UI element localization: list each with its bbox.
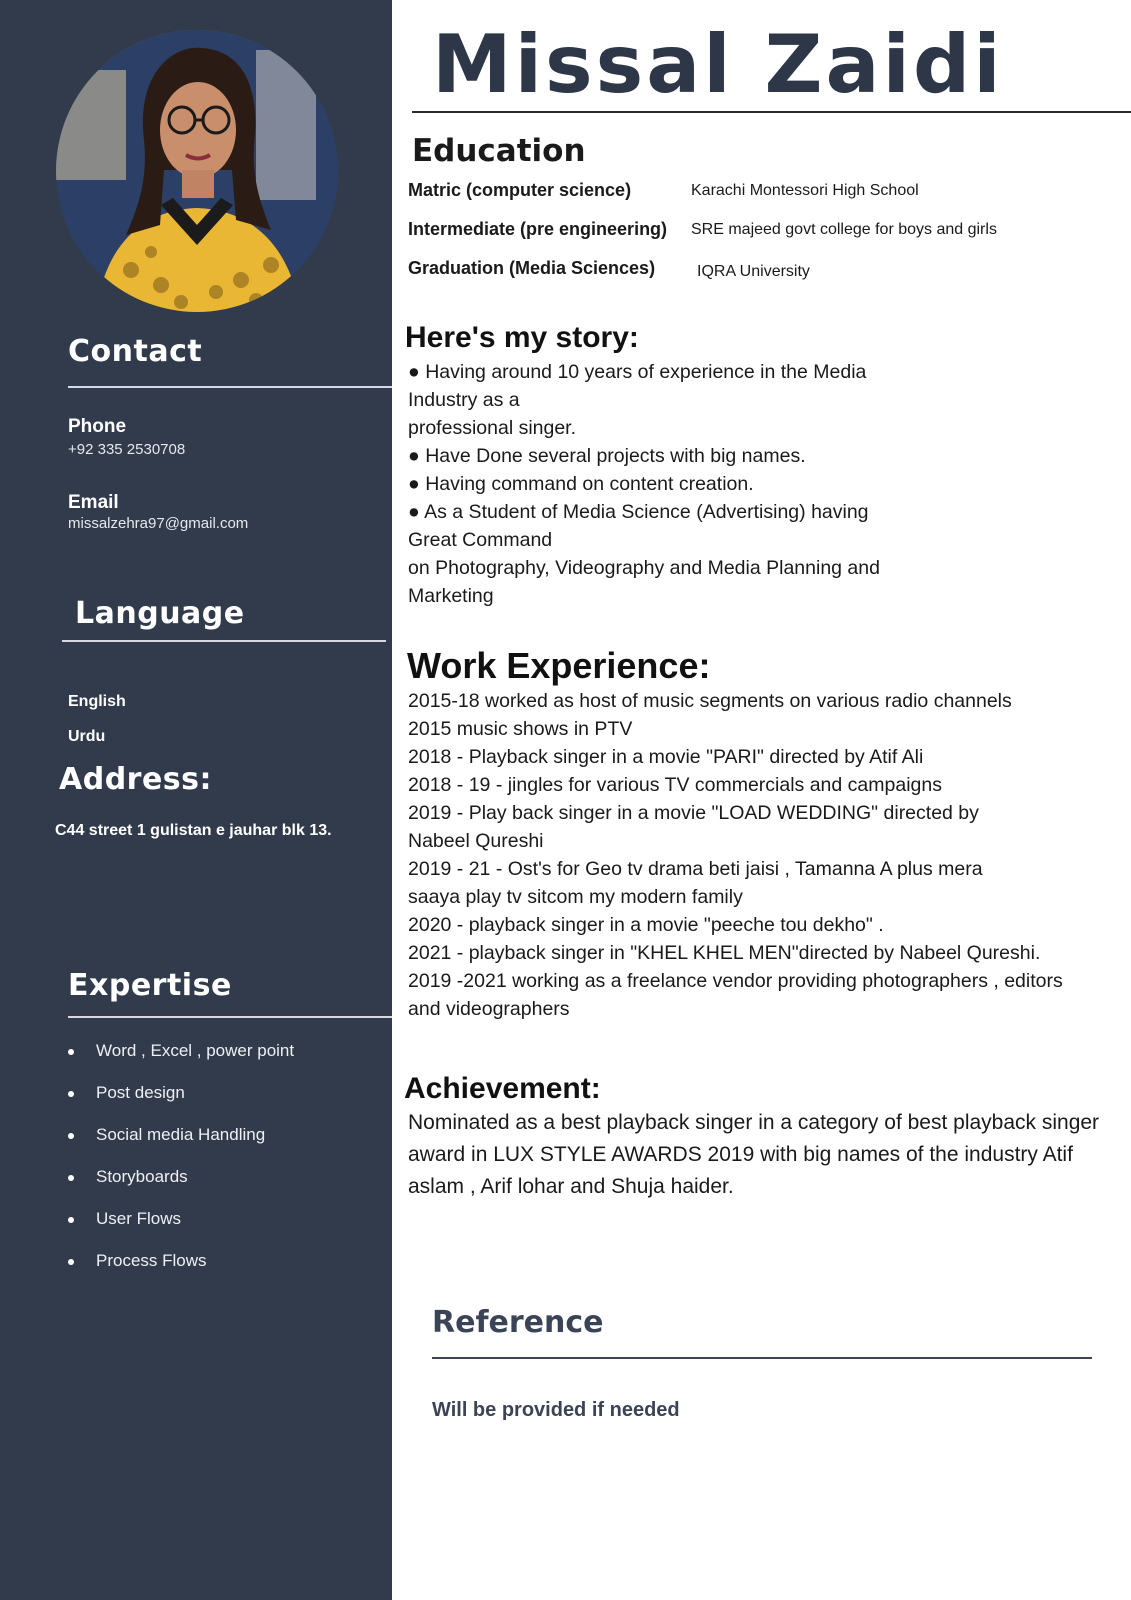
expertise-item-label: Process Flows bbox=[96, 1251, 207, 1270]
email-label: Email bbox=[68, 492, 119, 513]
bullet-icon bbox=[68, 1049, 74, 1055]
bullet-icon bbox=[68, 1091, 74, 1097]
address-value: C44 street 1 gulistan e jauhar blk 13. bbox=[55, 822, 332, 839]
bullet-icon bbox=[68, 1259, 74, 1265]
education-row bbox=[408, 180, 1108, 208]
reference-heading: Reference bbox=[432, 1305, 604, 1340]
work-line: 2019 - 21 - Ost's for Geo tv drama beti jaisi , Tamanna A plus mera bbox=[408, 858, 983, 880]
expertise-item bbox=[68, 1166, 294, 1208]
expertise-item bbox=[68, 1124, 294, 1166]
education-degree: Intermediate (pre engineering) bbox=[408, 219, 668, 239]
story-line: on Photography, Videography and Media Planning and bbox=[408, 557, 880, 579]
work-line: 2018 - Playback singer in a movie "PARI" directed by Atif Ali bbox=[408, 746, 924, 768]
contact-divider bbox=[68, 386, 392, 388]
expertise-item bbox=[68, 1082, 294, 1124]
education-row bbox=[408, 219, 1108, 247]
education-school: Karachi Montessori High School bbox=[691, 182, 919, 199]
contact-heading: Contact bbox=[68, 334, 203, 369]
work-line: 2019 -2021 working as a freelance vendor providing photographers , editors bbox=[408, 970, 1063, 992]
work-line: saaya play tv sitcom my modern family bbox=[408, 886, 743, 908]
achievement-text: Nominated as a best playback singer in a category of best playback singer award in LUX STYLE AWARDS 2019 with big names of the industry Atif aslam , Arif lohar and Shuja haider. bbox=[408, 1111, 1100, 1198]
work-line: 2018 - 19 - jingles for various TV commercials and campaigns bbox=[408, 774, 942, 796]
main-content bbox=[392, 0, 1131, 1600]
reference-text: Will be provided if needed bbox=[432, 1399, 680, 1421]
expertise-item-label: Social media Handling bbox=[96, 1125, 266, 1144]
education-school: IQRA University bbox=[697, 263, 810, 280]
language-heading: Language bbox=[75, 596, 245, 631]
bullet-icon bbox=[68, 1217, 74, 1223]
expertise-item-label: User Flows bbox=[96, 1209, 182, 1228]
name-title: Missal Zaidi bbox=[432, 18, 1004, 111]
bullet-icon bbox=[68, 1133, 74, 1139]
expertise-item-label: Word , Excel , power point bbox=[96, 1041, 295, 1060]
bullet-icon bbox=[68, 1175, 74, 1181]
story-line: ● Have Done several projects with big names. bbox=[408, 445, 806, 467]
language-divider bbox=[62, 640, 386, 642]
expertise-heading: Expertise bbox=[68, 968, 232, 1003]
education-row bbox=[408, 258, 1108, 286]
education-heading: Education bbox=[412, 133, 586, 169]
story-line: professional singer. bbox=[408, 417, 577, 439]
expertise-item bbox=[68, 1250, 294, 1292]
expertise-item bbox=[68, 1040, 294, 1082]
work-line: and videographers bbox=[408, 998, 570, 1020]
education-school: SRE majeed govt college for boys and girls bbox=[691, 221, 997, 238]
email-value: missalzehra97@gmail.com bbox=[68, 515, 249, 532]
phone-label: Phone bbox=[68, 416, 127, 437]
story-line: Industry as a bbox=[408, 389, 520, 411]
name-divider bbox=[412, 111, 1131, 113]
sidebar bbox=[0, 0, 392, 1600]
profile-photo bbox=[56, 30, 338, 312]
phone-value: +92 335 2530708 bbox=[68, 441, 186, 458]
work-line: 2020 - playback singer in a movie "peeche tou dekho" . bbox=[408, 914, 884, 936]
language-item-english: English bbox=[68, 693, 126, 710]
story-line: ● Having around 10 years of experience in the Media bbox=[408, 361, 867, 383]
story-line: ● Having command on content creation. bbox=[408, 473, 754, 495]
story-line: Great Command bbox=[408, 529, 553, 551]
work-experience-heading: Work Experience: bbox=[407, 645, 711, 686]
achievement-heading: Achievement: bbox=[404, 1072, 601, 1105]
work-line: 2019 - Play back singer in a movie "LOAD WEDDING" directed by bbox=[408, 802, 979, 824]
expertise-item-label: Storyboards bbox=[96, 1167, 188, 1186]
expertise-divider bbox=[68, 1016, 392, 1018]
expertise-list bbox=[68, 1040, 294, 1292]
expertise-item-label: Post design bbox=[96, 1083, 185, 1102]
expertise-item bbox=[68, 1208, 294, 1250]
work-line: 2015 music shows in PTV bbox=[408, 718, 633, 740]
education-degree: Graduation (Media Sciences) bbox=[408, 258, 656, 278]
story-list bbox=[408, 358, 928, 610]
work-experience-list bbox=[408, 687, 1118, 1023]
story-heading: Here's my story: bbox=[405, 321, 639, 354]
work-line: 2021 - playback singer in "KHEL KHEL MEN"directed by Nabeel Qureshi. bbox=[408, 942, 1041, 964]
address-heading: Address: bbox=[59, 762, 213, 797]
story-line: ● As a Student of Media Science (Advertising) having bbox=[408, 501, 869, 523]
story-line: Marketing bbox=[408, 585, 494, 607]
work-line: 2015-18 worked as host of music segments on various radio channels bbox=[408, 690, 1012, 712]
language-item-urdu: Urdu bbox=[68, 728, 106, 745]
education-degree: Matric (computer science) bbox=[408, 180, 632, 200]
work-line: Nabeel Qureshi bbox=[408, 830, 544, 852]
reference-divider bbox=[432, 1357, 1092, 1359]
